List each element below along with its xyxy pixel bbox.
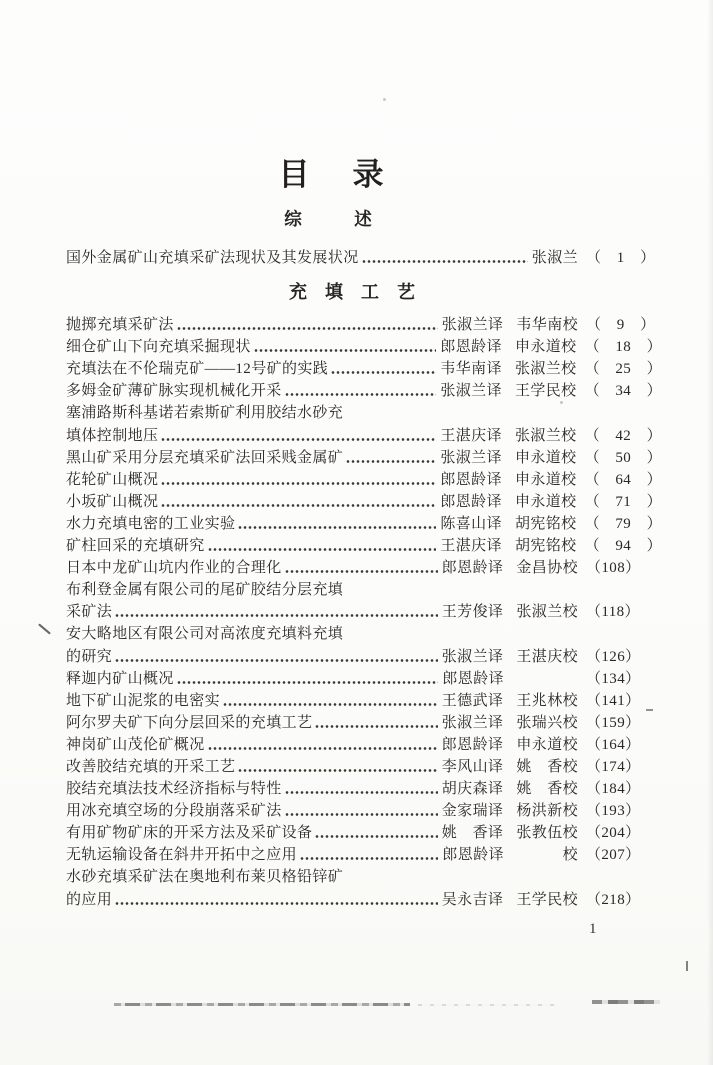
entry-proofreader: 王学民校 bbox=[514, 383, 577, 400]
toc-entry bbox=[66, 888, 662, 910]
entry-translator: 张淑兰译 bbox=[441, 648, 504, 665]
entry-translator: 郎恩龄译 bbox=[441, 560, 504, 577]
entry-translator: 姚 香译 bbox=[441, 825, 504, 842]
entry-title: 水砂充填采矿法在奥地利布莱贝格铅锌矿 bbox=[66, 869, 344, 886]
dot-leader bbox=[238, 525, 436, 530]
toc-entry-wrap-line bbox=[66, 578, 662, 600]
entry-proofreader: 王学民校 bbox=[516, 891, 578, 908]
entry-title: 用冰充填空场的分段崩落采矿法 bbox=[66, 803, 282, 820]
entry-translator: 吴永吉译 bbox=[441, 891, 504, 908]
entry-title: 的研究 bbox=[66, 648, 113, 665]
toc-entry bbox=[66, 689, 662, 711]
entry-translator: 郎恩龄译 bbox=[440, 471, 502, 488]
entry-author: 张淑兰 bbox=[531, 250, 578, 266]
toc-entry bbox=[66, 490, 662, 512]
entry-proofreader: 胡宪铭校 bbox=[514, 538, 577, 555]
entry-title: 塞浦路斯科基诺若索斯矿利用胶结水砂充 bbox=[66, 405, 344, 422]
toc-entry bbox=[66, 313, 662, 335]
dot-leader bbox=[331, 370, 436, 375]
entry-proofreader: 申永道校 bbox=[514, 493, 577, 510]
entry-title: 日本中龙矿山坑内作业的合理化 bbox=[66, 560, 282, 577]
entry-proofreader: 王湛庆校 bbox=[516, 648, 578, 665]
toc-entry bbox=[66, 645, 662, 667]
entry-page-number: （ 79 ） bbox=[584, 515, 662, 532]
entry-title: 有用矿物矿床的开采方法及采矿设备 bbox=[66, 825, 313, 842]
entry-translator: 郎恩龄译 bbox=[440, 493, 502, 510]
entry-proofreader: 张淑兰校 bbox=[514, 427, 577, 444]
entry-translator: 郎恩龄译 bbox=[440, 339, 502, 356]
dot-leader bbox=[161, 437, 436, 442]
entry-page-number: （108） bbox=[586, 560, 641, 577]
entry-title: 改善胶结充填的开采工艺 bbox=[66, 758, 236, 775]
dot-leader bbox=[285, 392, 437, 397]
entry-translator: 张淑兰译 bbox=[441, 317, 504, 334]
entry-page-number: （164） bbox=[586, 736, 641, 753]
handwritten-check-mark bbox=[38, 624, 51, 635]
toc-entry bbox=[66, 843, 662, 865]
entry-title: 的应用 bbox=[66, 891, 113, 908]
dot-leader bbox=[115, 613, 438, 618]
entry-proofreader: 姚 香校 bbox=[516, 781, 578, 798]
page-title: 目 录 bbox=[278, 157, 390, 192]
dot-leader bbox=[315, 724, 437, 729]
entry-proofreader: 张淑兰校 bbox=[514, 361, 577, 378]
dot-leader bbox=[177, 326, 438, 331]
entry-title: 无轨运输设备在斜井开拓中之应用 bbox=[66, 847, 298, 864]
toc-entry bbox=[66, 468, 662, 490]
entry-page-number: （ 94 ） bbox=[584, 538, 662, 555]
entry-translator: 郎恩龄译 bbox=[442, 847, 504, 864]
toc-entry bbox=[66, 733, 662, 755]
entry-page-number: （134） bbox=[586, 670, 641, 687]
entry-page-number: （ 1 ） bbox=[586, 250, 656, 266]
entry-page-number: （204） bbox=[586, 825, 641, 842]
dot-leader bbox=[208, 547, 437, 552]
toc-entry bbox=[66, 335, 662, 357]
entry-title: 充填法在不伦瑞克矿——12号矿的实践 bbox=[66, 361, 329, 378]
entry-page-number: （ 25 ） bbox=[584, 361, 662, 378]
entry-translator: 张淑兰译 bbox=[440, 449, 502, 466]
dot-leader bbox=[285, 569, 438, 574]
toc-entry bbox=[66, 711, 662, 733]
entry-page-number: （141） bbox=[586, 692, 641, 709]
entry-title: 抛掷充填采矿法 bbox=[66, 317, 174, 334]
dot-leader bbox=[346, 459, 436, 464]
entry-proofreader: 韦华南校 bbox=[516, 317, 578, 334]
entry-proofreader: 金昌协校 bbox=[516, 560, 578, 577]
toc-entry bbox=[66, 755, 662, 777]
toc-entry bbox=[66, 246, 662, 268]
dot-leader bbox=[177, 680, 439, 685]
page-number: 1 bbox=[589, 921, 597, 937]
toc-entry-list bbox=[66, 313, 662, 910]
toc-entry-wrap-line bbox=[66, 401, 662, 423]
dot-leader bbox=[300, 856, 438, 861]
entry-page-number: （118） bbox=[586, 604, 640, 621]
toc-entry bbox=[66, 512, 662, 534]
entry-translator: 张淑兰译 bbox=[440, 383, 502, 400]
entry-title: 花轮矿山概况 bbox=[66, 471, 159, 488]
entry-translator: 陈喜山译 bbox=[440, 515, 502, 532]
entry-page-number: （ 42 ） bbox=[584, 427, 662, 444]
entry-title: 黑山矿采用分层充填采矿法回采贱金属矿 bbox=[66, 449, 344, 466]
entry-page-number: （218） bbox=[586, 891, 641, 908]
dot-leader bbox=[362, 259, 528, 264]
toc-content bbox=[66, 0, 662, 910]
entry-page-number: （ 50 ） bbox=[584, 449, 662, 466]
entry-title: 神岗矿山茂伦矿概况 bbox=[66, 736, 205, 753]
entry-title: 水力充填电密的工业实验 bbox=[66, 515, 236, 532]
toc-entry bbox=[66, 777, 662, 799]
entry-proofreader: 校 bbox=[562, 847, 578, 864]
entry-page-number: （ 34 ） bbox=[584, 383, 662, 400]
entry-translator: 李风山译 bbox=[441, 758, 504, 775]
toc-entry-wrap-line bbox=[66, 865, 662, 887]
entry-translator: 王湛庆译 bbox=[440, 538, 502, 555]
entry-translator: 胡庆森译 bbox=[441, 781, 504, 798]
toc-entry bbox=[66, 600, 662, 622]
entry-translator: 韦华南译 bbox=[440, 361, 502, 378]
entry-translator: 张淑兰译 bbox=[441, 714, 504, 731]
entry-translator: 金家瑞译 bbox=[441, 803, 504, 820]
dot-leader bbox=[254, 348, 437, 353]
entry-proofreader: 张淑兰校 bbox=[516, 604, 578, 621]
dot-leader bbox=[115, 901, 438, 906]
entry-proofreader: 张瑞兴校 bbox=[516, 714, 578, 731]
dot-leader bbox=[115, 658, 438, 663]
entry-proofreader: 申永道校 bbox=[514, 471, 577, 488]
entry-title: 释迦内矿山概况 bbox=[66, 670, 174, 687]
entry-page-number: （ 9 ） bbox=[586, 317, 656, 334]
toc-entry bbox=[66, 379, 662, 401]
entry-proofreader: 申永道校 bbox=[514, 339, 577, 356]
toc-entry bbox=[66, 357, 662, 379]
entry-title: 采矿法 bbox=[66, 604, 113, 621]
entry-proofreader: 姚 香校 bbox=[516, 758, 578, 775]
dot-leader bbox=[285, 812, 438, 817]
entry-translator: 郎恩龄译 bbox=[442, 670, 504, 687]
bottom-smudge-line bbox=[418, 1004, 558, 1006]
toc-entry bbox=[66, 534, 662, 556]
entry-page-number: （126） bbox=[586, 648, 641, 665]
section-heading: 充 填 工 艺 bbox=[289, 282, 415, 303]
entry-title: 细仓矿山下向充填采掘现状 bbox=[66, 339, 251, 356]
toc-entry bbox=[66, 446, 662, 468]
entry-proofreader: 胡宪铭校 bbox=[514, 515, 577, 532]
entry-proofreader: 申永道校 bbox=[516, 736, 578, 753]
entry-page-number: （ 64 ） bbox=[584, 471, 662, 488]
entry-title: 地下矿山泥浆的电密实 bbox=[66, 692, 221, 709]
toc-entry bbox=[66, 556, 662, 578]
scan-tick-mark bbox=[646, 709, 653, 711]
toc-entry bbox=[66, 424, 662, 446]
entry-translator: 王湛庆译 bbox=[440, 427, 502, 444]
dot-leader bbox=[315, 834, 437, 839]
entry-page-number: （184） bbox=[586, 781, 641, 798]
toc-entry-wrap-line bbox=[66, 622, 662, 644]
toc-entry bbox=[66, 799, 662, 821]
entry-page-number: （ 71 ） bbox=[584, 493, 662, 510]
entry-translator: 王芳俊译 bbox=[441, 604, 504, 621]
entry-page-number: （174） bbox=[586, 758, 641, 775]
entry-title: 安大略地区有限公司对高浓度充填料充填 bbox=[66, 626, 344, 643]
entry-page-number: （193） bbox=[586, 803, 641, 820]
bottom-smudge-line bbox=[114, 1003, 410, 1006]
entry-title: 矿柱回采的充填研究 bbox=[66, 538, 205, 555]
entry-proofreader: 申永道校 bbox=[514, 449, 577, 466]
entry-page-number: （207） bbox=[586, 847, 641, 864]
page-edge-shadow bbox=[707, 0, 713, 1065]
entry-title: 布利登金属有限公司的尾矿胶结分层充填 bbox=[66, 582, 344, 599]
entry-title: 阿尔罗夫矿下向分层回采的充填工艺 bbox=[66, 714, 313, 731]
entry-title: 填体控制地压 bbox=[66, 427, 159, 444]
dot-leader bbox=[161, 481, 436, 486]
dot-leader bbox=[161, 503, 436, 508]
dot-leader bbox=[208, 746, 438, 751]
scan-speck bbox=[560, 401, 563, 404]
entry-page-number: （ 18 ） bbox=[584, 339, 662, 356]
section-heading: 综 述 bbox=[284, 209, 372, 229]
entry-title: 多姆金矿薄矿脉实现机械化开采 bbox=[66, 383, 282, 400]
toc-sections bbox=[66, 207, 662, 910]
scan-tick-mark bbox=[686, 961, 688, 971]
toc-entry-list bbox=[66, 246, 662, 268]
entry-translator: 王德武译 bbox=[441, 692, 504, 709]
entry-page-number: （159） bbox=[586, 714, 641, 731]
entry-title: 国外金属矿山充填采矿法现状及其发展状况 bbox=[66, 250, 359, 266]
dot-leader bbox=[285, 790, 438, 795]
entry-title: 胶结充填法技术经济指标与特性 bbox=[66, 781, 282, 798]
entry-proofreader: 张教伍校 bbox=[516, 825, 578, 842]
toc-entry bbox=[66, 667, 662, 689]
bottom-smudge-line bbox=[592, 1000, 660, 1004]
entry-proofreader: 王兆林校 bbox=[516, 692, 578, 709]
entry-title: 小坂矿山概况 bbox=[66, 493, 159, 510]
scan-speck bbox=[383, 98, 386, 101]
entry-translator: 郎恩龄译 bbox=[441, 736, 504, 753]
dot-leader bbox=[238, 768, 437, 773]
dot-leader bbox=[223, 702, 438, 707]
entry-proofreader: 杨洪新校 bbox=[516, 803, 578, 820]
toc-entry bbox=[66, 821, 662, 843]
